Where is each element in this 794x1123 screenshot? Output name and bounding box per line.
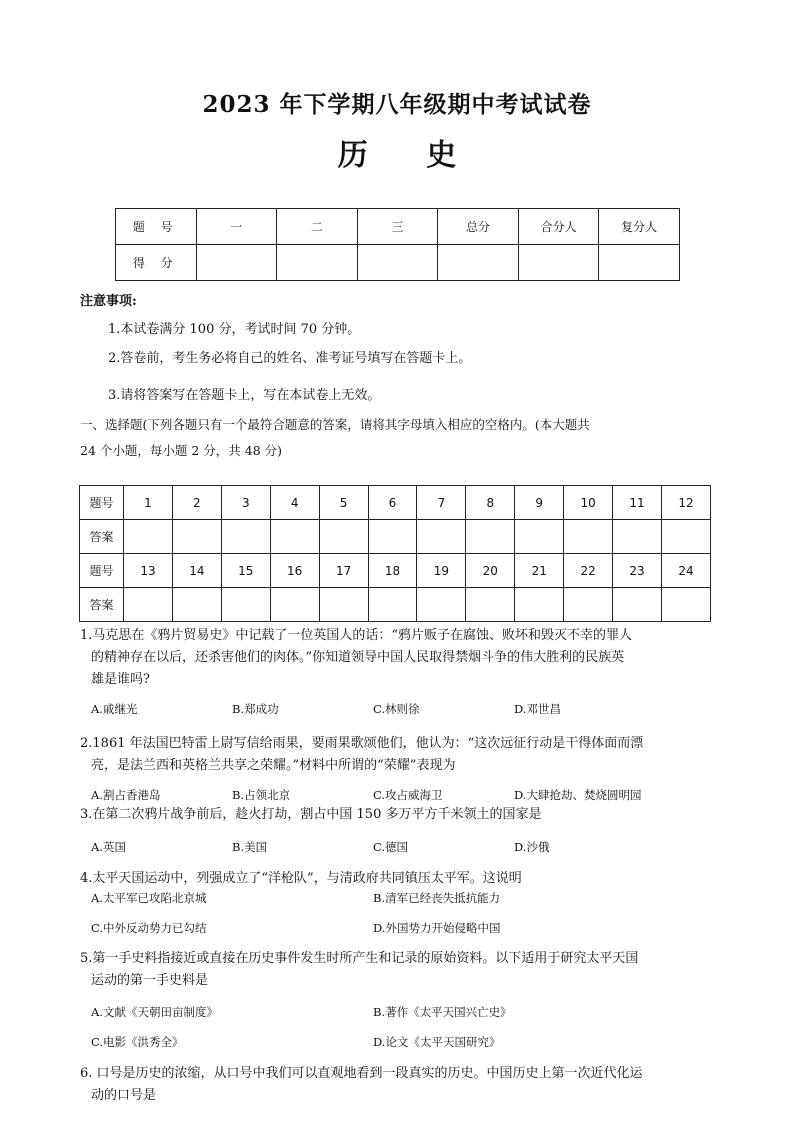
score-blank-cell <box>599 245 680 281</box>
question-number-cell: 18 <box>368 554 417 588</box>
answer-cell <box>172 588 221 622</box>
answer-cell <box>124 588 173 622</box>
question-number-cell: 19 <box>417 554 466 588</box>
question-line: 1.马克思在《鸦片贸易史》中记载了一位英国人的话：“鸦片贩子在腐蚀、败坏和毁灭不幸的罪人 <box>80 628 633 643</box>
question-number-cell: 22 <box>564 554 613 588</box>
answer-cell <box>221 520 270 554</box>
score-cell: 题 号 <box>116 209 197 245</box>
answer-cell <box>319 588 368 622</box>
question-number-cell: 15 <box>221 554 270 588</box>
question-number-cell: 13 <box>124 554 173 588</box>
answer-cell <box>124 520 173 554</box>
question-line: 5.第一手史料指接近或直接在历史事件发生时所产生和记录的原始资料。以下适用于研究太平天国 <box>80 951 639 966</box>
note-item: 2.答卷前，考生务必将自己的姓名、准考证号填写在答题卡上。 <box>108 351 472 366</box>
question-option: C.中外反动势力已勾结 <box>91 921 207 935</box>
question-4-stem <box>80 868 716 890</box>
question-6-stem <box>80 1063 716 1107</box>
question-number-cell: 8 <box>466 486 515 520</box>
question-line: 运动的第一手史料是 <box>91 973 209 988</box>
question-2-stem <box>80 733 716 777</box>
question-option: D.邓世昌 <box>514 702 561 716</box>
answer-cell <box>564 520 613 554</box>
answer-row-label: 答案 <box>80 588 124 622</box>
question-number-cell: 9 <box>515 486 564 520</box>
question-line: 4.太平天国运动中，列强成立了“洋枪队”，与清政府共同镇压太平军。这说明 <box>80 871 522 886</box>
answer-cell <box>564 588 613 622</box>
question-line: 亮，是法兰西和英格兰共享之荣耀。”材料中所谓的“荣耀”表现为 <box>91 758 456 773</box>
score-blank-cell <box>196 245 277 281</box>
question-option: C.林则徐 <box>373 702 420 716</box>
question-number-cell: 16 <box>270 554 319 588</box>
question-option: D.论文《太平天国研究》 <box>373 1035 501 1049</box>
answer-cell <box>368 588 417 622</box>
answer-cell <box>515 520 564 554</box>
question-option: A.割占香港岛 <box>91 788 161 802</box>
answer-cell <box>661 520 710 554</box>
answer-cell <box>466 520 515 554</box>
score-table <box>115 208 680 281</box>
question-line: 2.1861 年法国巴特雷上尉写信给雨果，要雨果歌颂他们，他认为：“这次远征行动是干得体面而漂 <box>80 736 644 751</box>
answer-cell <box>515 588 564 622</box>
question-number-cell: 3 <box>221 486 270 520</box>
notes-heading: 注意事项: <box>80 294 137 309</box>
question-option: D.大肆抢劫、焚烧圆明园 <box>514 788 642 802</box>
score-value-row <box>116 245 680 281</box>
question-number-cell: 4 <box>270 486 319 520</box>
question-number-cell: 7 <box>417 486 466 520</box>
question-number-cell: 12 <box>661 486 710 520</box>
question-option: B.占领北京 <box>232 788 291 802</box>
question-option: B.著作《太平天国兴亡史》 <box>373 1005 512 1019</box>
note-item: 3.请将答案写在答题卡上，写在本试卷上无效。 <box>108 388 381 403</box>
question-number-cell: 24 <box>661 554 710 588</box>
question-number-cell: 21 <box>515 554 564 588</box>
score-cell: 复分人 <box>599 209 680 245</box>
answer-cell <box>270 520 319 554</box>
score-cell: 总分 <box>438 209 519 245</box>
score-blank-cell <box>438 245 519 281</box>
answer-cell <box>466 588 515 622</box>
score-blank-cell <box>277 245 358 281</box>
note-item: 1.本试卷满分 100 分，考试时间 70 分钟。 <box>108 322 361 337</box>
question-number-cell: 6 <box>368 486 417 520</box>
answer-cell <box>172 520 221 554</box>
question-option: D.外国势力开始侵略中国 <box>373 921 501 935</box>
score-blank-cell <box>518 245 599 281</box>
answer-row-label: 题号 <box>80 486 124 520</box>
question-number-cell: 14 <box>172 554 221 588</box>
question-number-cell: 10 <box>564 486 613 520</box>
answer-blank-row <box>80 520 711 554</box>
answer-row-label: 题号 <box>80 554 124 588</box>
score-cell: 二 <box>277 209 358 245</box>
answer-number-row <box>80 554 711 588</box>
section-instructions <box>80 412 716 464</box>
question-number-cell: 17 <box>319 554 368 588</box>
score-cell: 合分人 <box>518 209 599 245</box>
question-line: 动的口号是 <box>91 1088 157 1103</box>
question-3-stem <box>80 804 716 826</box>
question-line: 3.在第二次鸦片战争前后，趁火打劫，割占中国 150 多万平方千米领土的国家是 <box>80 807 542 822</box>
question-line: 雄是谁吗? <box>91 672 150 687</box>
answer-cell <box>613 520 662 554</box>
question-option: D.沙俄 <box>514 840 550 854</box>
answer-cell <box>270 588 319 622</box>
question-option: B.美国 <box>232 840 268 854</box>
question-1-stem <box>80 625 716 691</box>
question-option: C.电影《洪秀全》 <box>91 1035 184 1049</box>
score-cell: 一 <box>196 209 277 245</box>
subject-title: 历 史 <box>337 138 481 173</box>
question-number-cell: 2 <box>172 486 221 520</box>
question-number-cell: 20 <box>466 554 515 588</box>
answer-cell <box>417 520 466 554</box>
answer-blank-row <box>80 588 711 622</box>
question-number-cell: 11 <box>613 486 662 520</box>
score-header-row <box>116 209 680 245</box>
question-option: C.德国 <box>373 840 409 854</box>
answer-cell <box>661 588 710 622</box>
answer-cell <box>613 588 662 622</box>
answer-cell <box>319 520 368 554</box>
answer-cell <box>221 588 270 622</box>
answer-number-row <box>80 486 711 520</box>
question-number-cell: 5 <box>319 486 368 520</box>
question-5-stem <box>80 948 716 992</box>
section-line: 24 个小题，每小题 2 分，共 48 分) <box>80 443 283 458</box>
question-option: A.太平军已攻陷北京城 <box>91 891 207 905</box>
answer-table <box>79 485 711 622</box>
score-cell: 三 <box>357 209 438 245</box>
score-cell: 得 分 <box>116 245 197 281</box>
question-number-cell: 23 <box>613 554 662 588</box>
question-option: B.郑成功 <box>232 702 279 716</box>
section-line: 一、选择题(下列各题只有一个最符合题意的答案，请将其字母填入相应的空格内。(本大题共 <box>80 417 590 432</box>
question-line: 的精神存在以后，还杀害他们的肉体。”你知道领导中国人民取得禁烟斗争的伟大胜利的民族英 <box>91 650 625 665</box>
question-option: A.戚继光 <box>91 702 138 716</box>
question-line: 6. 口号是历史的浓缩，从口号中我们可以直观地看到一段真实的历史。中国历史上第一次近代化运 <box>80 1066 643 1081</box>
answer-cell <box>368 520 417 554</box>
question-option: A.文献《天朝田亩制度》 <box>91 1005 218 1019</box>
answer-row-label: 答案 <box>80 520 124 554</box>
exam-title: 2023 年下学期八年级期中考试试卷 <box>202 91 592 118</box>
question-option: B.清军已经丧失抵抗能力 <box>373 891 501 905</box>
answer-cell <box>417 588 466 622</box>
score-blank-cell <box>357 245 438 281</box>
question-number-cell: 1 <box>124 486 173 520</box>
question-option: A.英国 <box>91 840 126 854</box>
question-option: C.攻占威海卫 <box>373 788 443 802</box>
